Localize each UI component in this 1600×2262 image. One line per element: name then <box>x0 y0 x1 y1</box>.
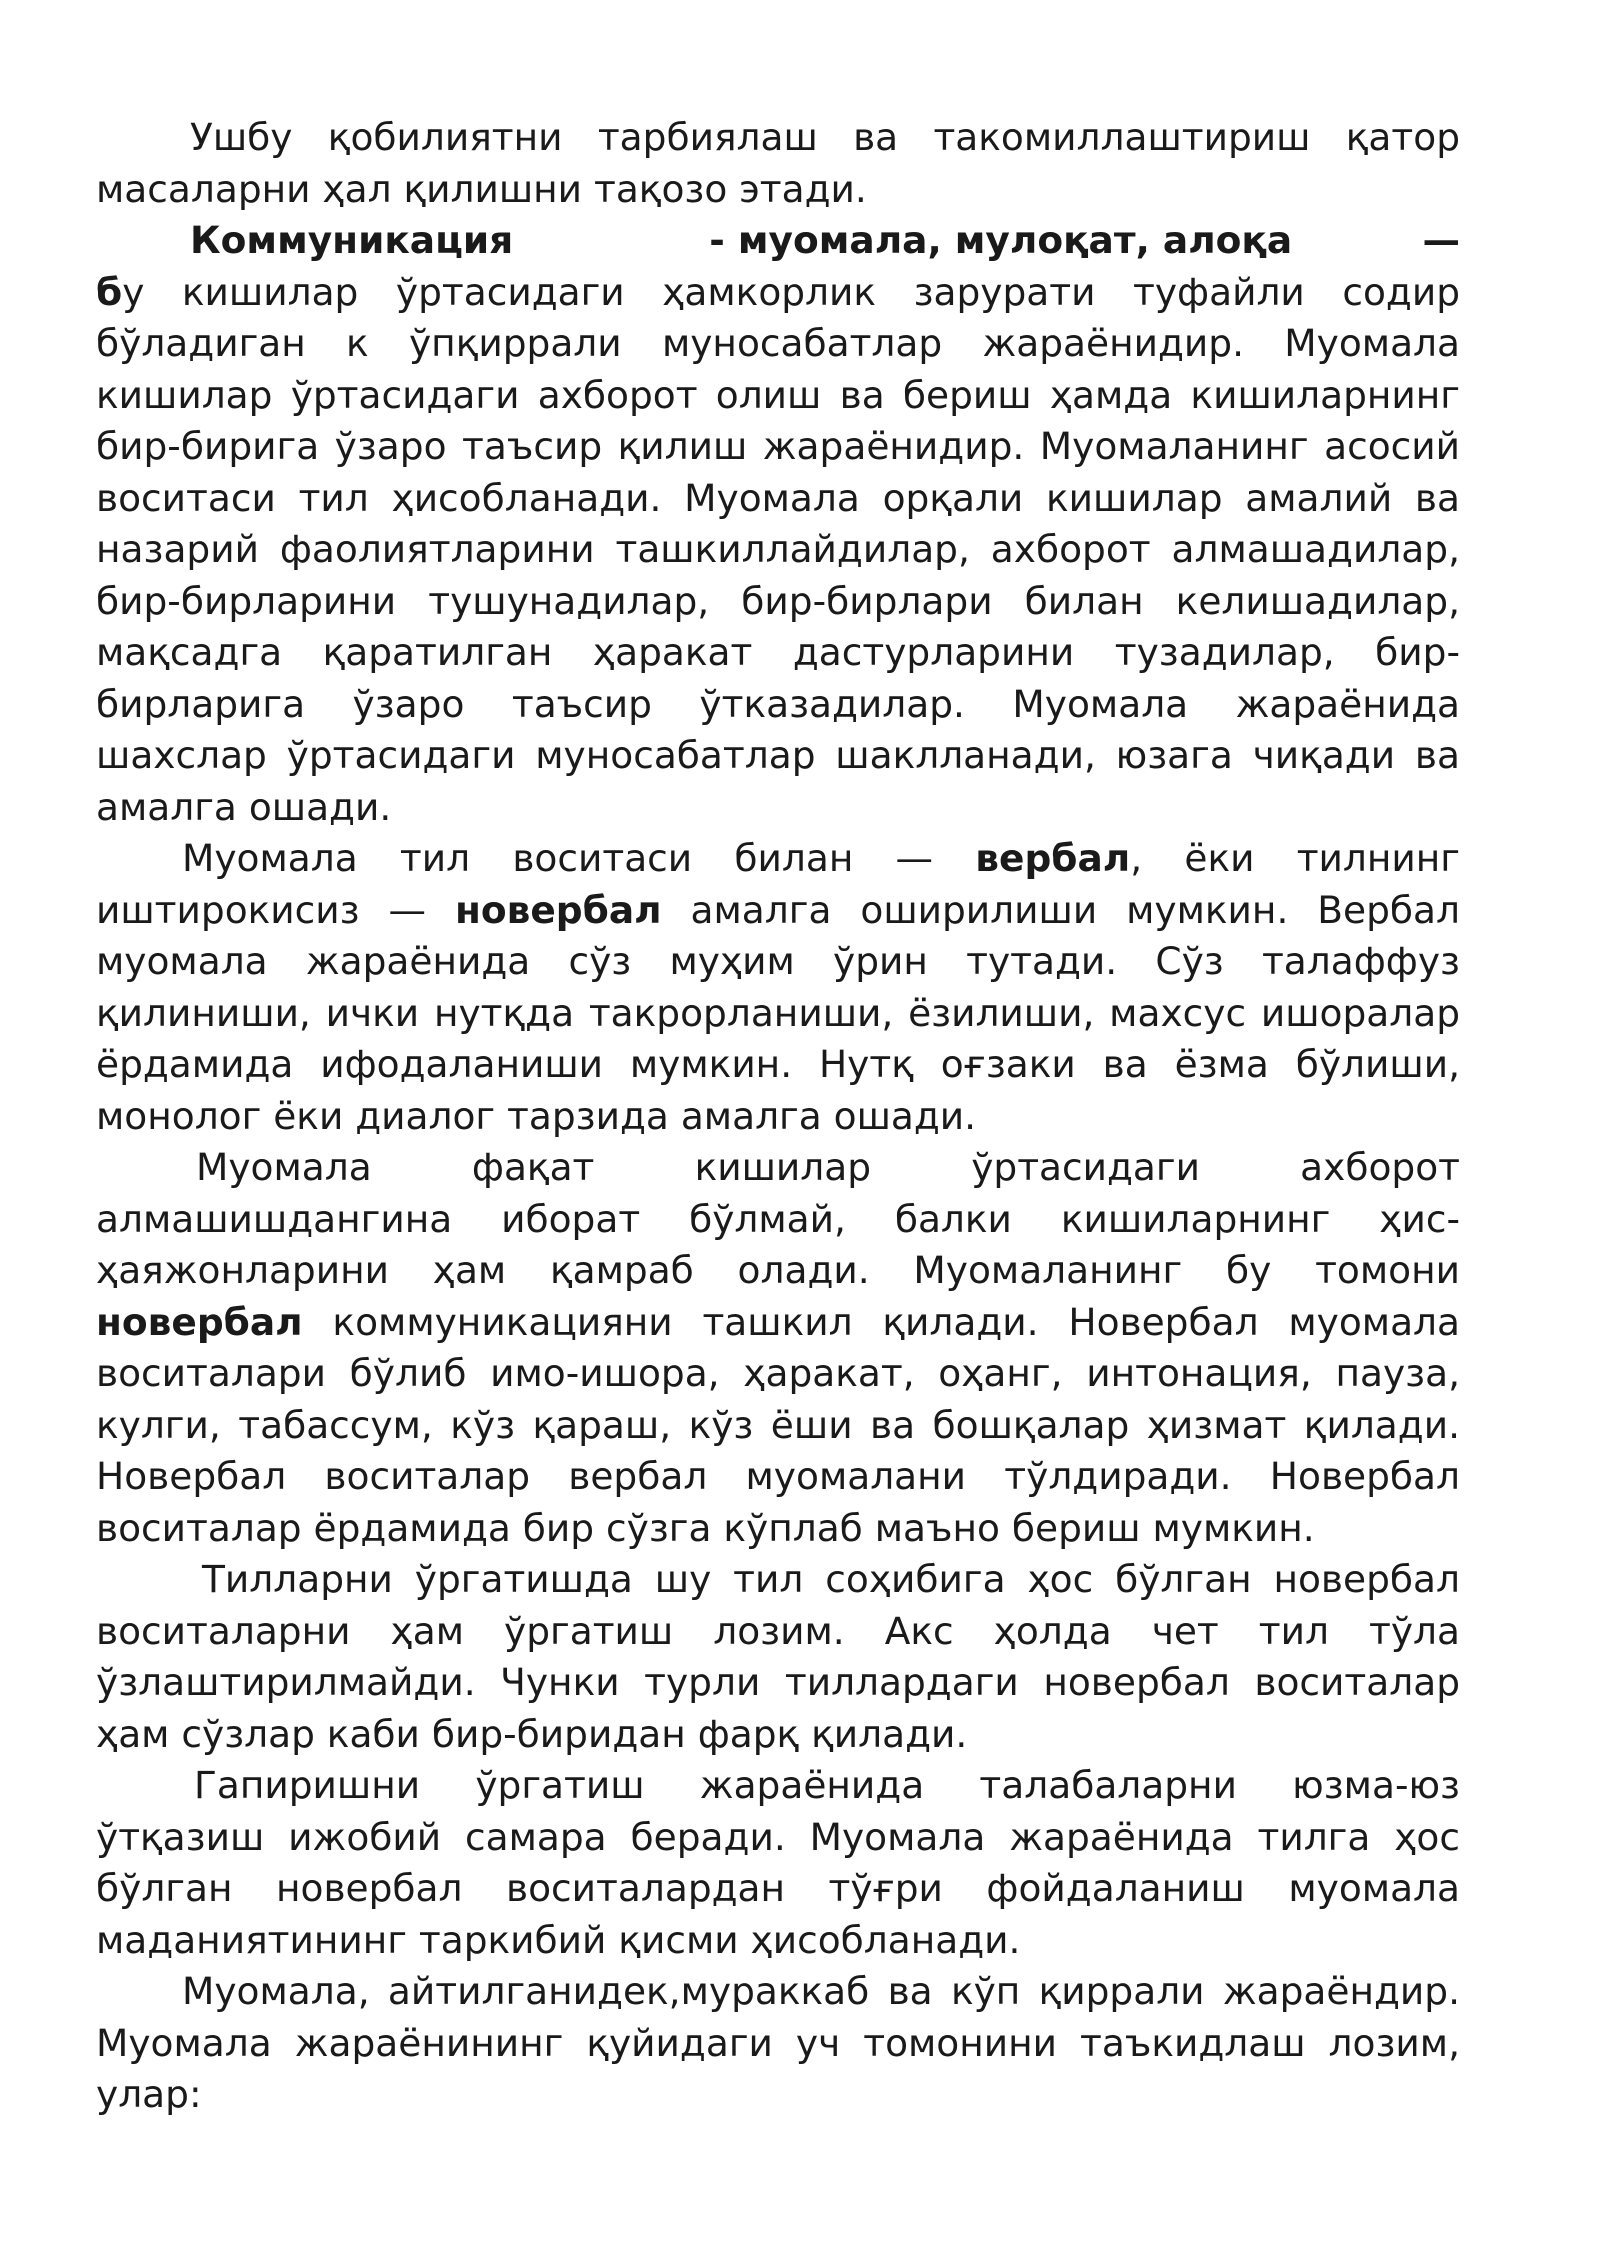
term-verbal: вербал <box>975 836 1131 880</box>
paragraph-6: Гапиришни ўргатиш жараёнида талабаларни юзма-юз ўтқазиш ижобий самара беради. Муомала жараёнида тилга ҳос бўлган новербал воситалардан тўғри фойдаланиш муомала маданиятининг таркибий қисми ҳисобланади. <box>96 1763 1460 1962</box>
term-nonverbal-2: новербал <box>96 1299 303 1344</box>
term-dash: — <box>1422 218 1460 262</box>
paragraph-4 <box>96 1142 1460 1554</box>
paragraph-4-text-a: Муомала фақат кишилар ўртасидаги ахборот алмашишдангина иборат бўлмай, балки кишиларнинг ҳис-ҳаяжонларини ҳам қамраб олади. Муомаланинг бу томони <box>96 1145 1460 1292</box>
paragraph-7: Муомала, айтилганидек,мураккаб ва кўп қиррали жараёндир. Муомала жараёнининг қуйидаги уч томонини таъкидлаш лозим, улар: <box>96 1969 1460 2116</box>
definition-heading <box>96 215 1460 267</box>
bold-letter: б <box>96 269 123 314</box>
paragraph-3-text-c: , ёки тилнинг иштирокисиз — <box>96 836 1460 932</box>
paragraph-1: Ушбу қобилиятни тарбиялаш ва такомиллаштириш қатор масаларни ҳал қилишни тақозо этади. <box>96 115 1460 211</box>
term-nonverbal: новербал <box>454 887 662 932</box>
term-meaning: - муомала, мулоқат, алоқа <box>709 218 1293 262</box>
paragraph-2-text: у кишилар ўртасидаги ҳамкорлик зарурати туфайли содир бўладиган к ўпқиррали муносабатлар жараёнидир. Муомала кишилар ўртасидаги ахборот олиш ва бериш ҳамда кишиларнинг бир-бирига ўзаро таъсир қилиш жараёнидир. Муомаланинг асосий воситаси тил ҳисобланади. Муомала орқали кишилар амалий ва назарий фаолиятларини ташкиллайдилар, ахборот алмашадилар, бир-бирларини тушунадилар, бир-бирлари билан келишадилар, мақсадга қаратилган ҳаракат дастурларини тузадилар, бир-бирларига ўзаро таъсир ўтказадилар. Муомала жараёнида шахслар ўртасидаги муносабатлар шаклланади, юзага чиқади ва амалга ошади. <box>96 269 1460 829</box>
term-communication: Коммуникация <box>190 218 514 262</box>
paragraph-2 <box>96 267 1460 834</box>
document-page <box>96 112 1460 2121</box>
paragraph-3-text-a: Муомала тил воситаси билан — <box>182 836 976 880</box>
paragraph-3 <box>96 833 1460 1142</box>
paragraph-3-text-d: амалга оширилиши мумкин. Вербал муомала жараёнида сўз муҳим ўрин тутади. Сўз талаффуз қилиниши, ички нутқда такрорланиши, ёзилиши, махсус ишоралар ёрдамида ифодаланиши мумкин. Нутқ оғзаки ва ёзма бўлиши, монолог ёки диалог тарзида амалга ошади. <box>96 887 1460 1138</box>
paragraph-4-text-c: коммуникацияни ташкил қилади. Новербал муомала воситалари бўлиб имо-ишора, ҳаракат, оҳанг, интонация, пауза, кулги, табассум, кўз қараш, кўз ёши ва бошқалар ҳизмат қилади. Новербал воситалар вербал муомалани тўлдиради. Новербал воситалар ёрдамида бир сўзга кўплаб маъно бериш мумкин. <box>96 1299 1460 1550</box>
paragraph-5: Тилларни ўргатишда шу тил соҳибига ҳос бўлган новербал воситаларни ҳам ўргатиш лозим. Акс ҳолда чет тил тўла ўзлаштирилмайди. Чунки турли тиллардаги новербал воситалар ҳам сўзлар каби бир-биридан фарқ қилади. <box>96 1557 1460 1756</box>
